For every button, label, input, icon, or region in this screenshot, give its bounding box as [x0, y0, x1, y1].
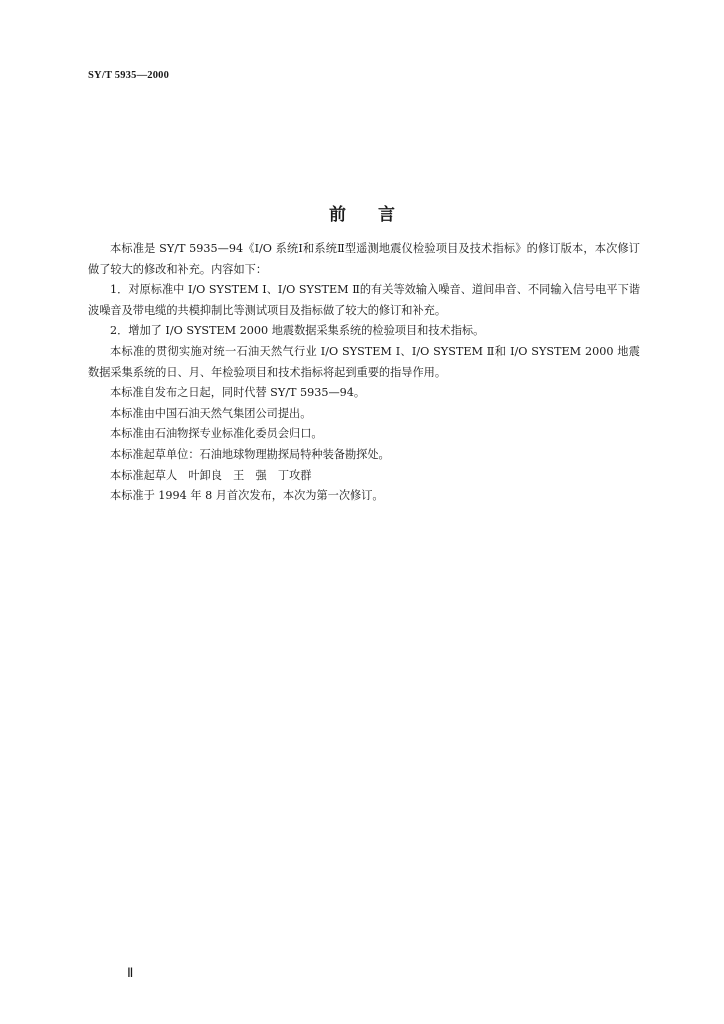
- foreword-body: [88, 239, 640, 507]
- paragraph-drafters: 本标准起草人 叶卸良 王 强 丁攻群: [110, 468, 312, 482]
- paragraph-committee: 本标准由石油物探专业标准化委员会归口。: [110, 427, 323, 441]
- page-number: Ⅱ: [127, 965, 134, 980]
- paragraph-history: 本标准于 1994 年 8 月首次发布，本次为第一次修订。: [110, 489, 384, 503]
- standard-code-header: SY/T 5935—2000: [88, 70, 170, 81]
- paragraph-effective: 本标准自发布之日起，同时代替 SY/T 5935—94。: [110, 386, 366, 400]
- page-title: 前言: [329, 205, 427, 225]
- paragraph-purpose: 本标准的贯彻实施对统一石油天然气行业 I/O SYSTEM Ⅰ、I/O SYSTEM Ⅱ和 I/O SYSTEM 2000 地震数据采集系统的日、月、年检验项目和技术指标将起到重要的指导作用。: [88, 344, 640, 379]
- paragraph-drafting-unit: 本标准起草单位：石油地球物理勘探局特种装备勘探处。: [110, 447, 390, 461]
- paragraph-proposer: 本标准由中国石油天然气集团公司提出。: [110, 406, 312, 420]
- paragraph-item-2: 2．增加了 I/O SYSTEM 2000 地震数据采集系统的检验项目和技术指标。: [110, 324, 485, 338]
- paragraph-intro: 本标准是 SY/T 5935—94《I/O 系统Ⅰ和系统Ⅱ型遥测地震仪检验项目及技术指标》的修订版本，本次修订做了较大的修改和补充。内容如下：: [88, 242, 640, 276]
- paragraph-item-1: 1．对原标准中 I/O SYSTEM Ⅰ、I/O SYSTEM Ⅱ的有关等效输入噪音、道间串音、不同输入信号电平下谐波噪音及带电缆的共模抑制比等测试项目及指标做了较大的修订和补充。: [88, 283, 640, 317]
